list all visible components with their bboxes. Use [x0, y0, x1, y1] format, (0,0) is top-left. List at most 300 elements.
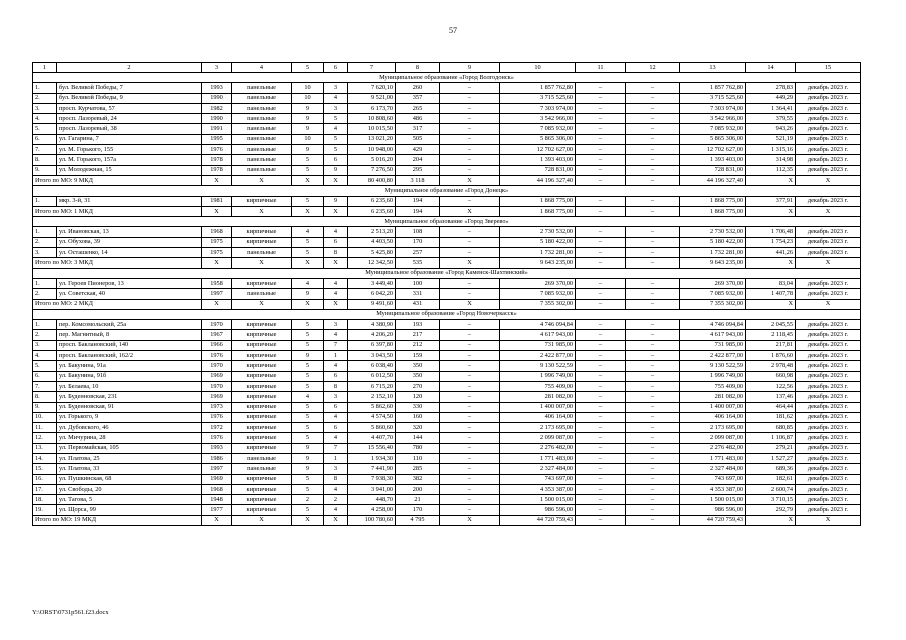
table-cell: –: [440, 330, 500, 340]
table-cell: декабрь 2023 г.: [796, 392, 861, 402]
total-label: Итого по МО: 2 МКД: [33, 299, 202, 309]
table-cell: 2 730 532,00: [500, 227, 576, 237]
table-cell: декабрь 2023 г.: [796, 464, 861, 474]
total-cell: 44 196 327,40: [500, 175, 576, 185]
table-cell: 6 038,40: [348, 361, 396, 371]
table-cell: 217,81: [746, 340, 796, 350]
total-cell: 9 643 235,00: [680, 258, 746, 268]
table-cell: –: [576, 145, 626, 155]
table-cell: 377,91: [746, 196, 796, 206]
total-cell: 535: [396, 258, 440, 268]
table-cell: 2 118,45: [746, 330, 796, 340]
table-cell: 9: [324, 196, 348, 206]
table-cell: 5: [292, 196, 324, 206]
table-cell: 4: [292, 278, 324, 288]
table-cell: –: [626, 412, 680, 422]
table-cell: –: [626, 278, 680, 288]
table-cell: –: [626, 83, 680, 93]
table-cell: –: [576, 227, 626, 237]
table-cell: кирпичные: [232, 340, 292, 350]
table-cell: 1.: [33, 196, 57, 206]
table-cell: кирпичные: [232, 402, 292, 412]
table-cell: –: [626, 114, 680, 124]
table-cell: 8.: [33, 392, 57, 402]
table-cell: декабрь 2023 г.: [796, 402, 861, 412]
total-cell: Х: [292, 206, 324, 216]
table-cell: просп. Курчатова, 57: [57, 103, 202, 113]
total-cell: Х: [440, 258, 500, 268]
table-cell: кирпичные: [232, 423, 292, 433]
table-cell: ул. Осташенко, 14: [57, 248, 202, 258]
table-cell: 5: [292, 340, 324, 350]
table-cell: декабрь 2023 г.: [796, 103, 861, 113]
table-cell: –: [440, 505, 500, 515]
table-cell: 2 327 484,00: [680, 464, 746, 474]
table-cell: 9: [292, 289, 324, 299]
table-cell: 15.: [33, 464, 57, 474]
table-cell: 780: [396, 443, 440, 453]
table-row: [33, 340, 861, 350]
table-cell: кирпичные: [232, 433, 292, 443]
table-cell: 1967: [202, 330, 232, 340]
table-cell: 5 865 306,00: [500, 134, 576, 144]
total-cell: Х: [292, 299, 324, 309]
table-cell: ул. Свободы, 20: [57, 484, 202, 494]
table-cell: 1 393 403,00: [500, 155, 576, 165]
total-cell: 80 400,80: [348, 175, 396, 185]
total-cell: –: [626, 206, 680, 216]
table-cell: –: [626, 248, 680, 258]
table-cell: 4 574,50: [348, 412, 396, 422]
column-number-header: 1: [33, 63, 57, 73]
table-cell: 10.: [33, 412, 57, 422]
table-cell: 2 173 695,00: [500, 423, 576, 433]
table-cell: 8: [324, 381, 348, 391]
table-cell: 2.: [33, 330, 57, 340]
table-cell: 5: [292, 237, 324, 247]
table-cell: 1 754,23: [746, 237, 796, 247]
table-cell: 1972: [202, 423, 232, 433]
table-cell: пер. Магнитный, 8: [57, 330, 202, 340]
table-cell: 1976: [202, 412, 232, 422]
table-cell: 1990: [202, 93, 232, 103]
table-cell: 320: [396, 423, 440, 433]
total-cell: –: [576, 206, 626, 216]
table-cell: декабрь 2023 г.: [796, 495, 861, 505]
table-cell: 406 164,00: [500, 412, 576, 422]
total-cell: Х: [324, 258, 348, 268]
table-cell: 2 276 482,00: [500, 443, 576, 453]
table-cell: 3.: [33, 248, 57, 258]
table-cell: ул. М. Горького, 157а: [57, 155, 202, 165]
table-cell: кирпичные: [232, 320, 292, 330]
table-cell: ул. М. Горького, 155: [57, 145, 202, 155]
table-cell: –: [626, 165, 680, 175]
table-cell: –: [576, 412, 626, 422]
total-cell: Х: [796, 299, 861, 309]
table-cell: –: [626, 474, 680, 484]
table-cell: кирпичные: [232, 237, 292, 247]
table-cell: 5: [292, 505, 324, 515]
table-row: [33, 495, 861, 505]
table-cell: 4: [324, 505, 348, 515]
table-cell: 1 732 281,00: [500, 248, 576, 258]
table-row: [33, 433, 861, 443]
table-row: [33, 402, 861, 412]
table-cell: 14.: [33, 453, 57, 463]
table-cell: 7 085 932,00: [680, 124, 746, 134]
table-cell: 1969: [202, 474, 232, 484]
table-row: [33, 237, 861, 247]
table-cell: декабрь 2023 г.: [796, 371, 861, 381]
table-cell: декабрь 2023 г.: [796, 114, 861, 124]
table-cell: –: [626, 392, 680, 402]
table-cell: кирпичные: [232, 474, 292, 484]
table-cell: 5 425,80: [348, 248, 396, 258]
table-cell: ул. Дубовского, 46: [57, 423, 202, 433]
table-cell: –: [576, 93, 626, 103]
table-cell: кирпичные: [232, 505, 292, 515]
table-cell: 4: [324, 412, 348, 422]
total-label: Итого по МО: 19 МКД: [33, 515, 202, 525]
table-cell: декабрь 2023 г.: [796, 443, 861, 453]
table-cell: 260: [396, 83, 440, 93]
table-cell: панельные: [232, 124, 292, 134]
table-cell: –: [626, 381, 680, 391]
table-cell: 986 596,00: [680, 505, 746, 515]
table-cell: 6 397,80: [348, 340, 396, 350]
table-row: [33, 134, 861, 144]
column-number-header: 15: [796, 63, 861, 73]
table-cell: ул. Первомайская, 105: [57, 443, 202, 453]
table-cell: 755 409,00: [500, 381, 576, 391]
table-cell: 100: [396, 278, 440, 288]
table-row: [33, 464, 861, 474]
total-cell: 6 235,60: [348, 206, 396, 216]
table-cell: –: [440, 320, 500, 330]
table-cell: 6: [324, 237, 348, 247]
total-cell: Х: [202, 175, 232, 185]
table-row: [33, 124, 861, 134]
table-cell: 3 043,50: [348, 351, 396, 361]
table-cell: 5: [292, 423, 324, 433]
table-cell: –: [576, 505, 626, 515]
table-cell: панельные: [232, 114, 292, 124]
table-cell: кирпичные: [232, 371, 292, 381]
table-cell: 6 235,60: [348, 196, 396, 206]
total-cell: Х: [232, 258, 292, 268]
table-cell: –: [626, 443, 680, 453]
table-cell: ул. Бакунина, 91а: [57, 361, 202, 371]
table-cell: кирпичные: [232, 443, 292, 453]
table-cell: декабрь 2023 г.: [796, 196, 861, 206]
table-cell: –: [626, 495, 680, 505]
column-number-header: 6: [324, 63, 348, 73]
table-cell: 680,85: [746, 423, 796, 433]
table-cell: 4 353 387,00: [680, 484, 746, 494]
table-cell: 144: [396, 433, 440, 443]
table-row: [33, 93, 861, 103]
table-cell: –: [576, 155, 626, 165]
table-cell: декабрь 2023 г.: [796, 320, 861, 330]
table-cell: кирпичные: [232, 484, 292, 494]
table-cell: –: [576, 371, 626, 381]
table-cell: 108: [396, 227, 440, 237]
table-cell: 110: [396, 453, 440, 463]
table-cell: 7 085 932,00: [500, 124, 576, 134]
table-row: [33, 392, 861, 402]
total-cell: –: [626, 299, 680, 309]
table-cell: 4: [324, 484, 348, 494]
table-cell: 1966: [202, 340, 232, 350]
municipality-section-row: [33, 268, 861, 278]
total-cell: Х: [202, 299, 232, 309]
table-row: [33, 278, 861, 288]
table-cell: 2.: [33, 289, 57, 299]
table-cell: 350: [396, 371, 440, 381]
table-cell: декабрь 2023 г.: [796, 505, 861, 515]
table-cell: 7.: [33, 145, 57, 155]
table-cell: 314,98: [746, 155, 796, 165]
table-cell: –: [440, 484, 500, 494]
table-cell: 281 082,00: [680, 392, 746, 402]
table-cell: –: [626, 227, 680, 237]
table-cell: 4 617 943,00: [500, 330, 576, 340]
table-cell: 1 771 483,00: [500, 453, 576, 463]
table-cell: –: [626, 402, 680, 412]
table-cell: 7: [324, 340, 348, 350]
table-cell: 9: [292, 114, 324, 124]
table-cell: –: [626, 433, 680, 443]
table-cell: 6.: [33, 371, 57, 381]
total-cell: Х: [292, 515, 324, 525]
table-cell: 1 400 007,00: [500, 402, 576, 412]
table-row: [33, 155, 861, 165]
table-cell: 8: [324, 474, 348, 484]
table-cell: панельные: [232, 165, 292, 175]
table-cell: 1.: [33, 227, 57, 237]
table-cell: 17.: [33, 484, 57, 494]
total-cell: Х: [292, 175, 324, 185]
table-cell: –: [576, 196, 626, 206]
table-cell: бул. Великой Победы, 7: [57, 83, 202, 93]
table-cell: –: [576, 361, 626, 371]
table-cell: 6: [324, 402, 348, 412]
table-cell: 1976: [202, 433, 232, 443]
table-cell: –: [626, 237, 680, 247]
table-cell: 1978: [202, 155, 232, 165]
table-cell: 9: [292, 145, 324, 155]
table-cell: 6 173,70: [348, 103, 396, 113]
table-cell: ул. Бакунина, 91б: [57, 371, 202, 381]
table-cell: 3 715 525,60: [500, 93, 576, 103]
table-cell: декабрь 2023 г.: [796, 484, 861, 494]
table-cell: 2 099 087,00: [500, 433, 576, 443]
table-cell: 1 407,78: [746, 289, 796, 299]
table-cell: –: [576, 134, 626, 144]
column-number-header: 12: [626, 63, 680, 73]
table-cell: 2 152,10: [348, 392, 396, 402]
table-cell: 4: [324, 330, 348, 340]
table-cell: декабрь 2023 г.: [796, 124, 861, 134]
column-number-row: [33, 63, 861, 73]
table-cell: 9.: [33, 165, 57, 175]
table-cell: –: [576, 103, 626, 113]
table-row: [33, 484, 861, 494]
table-cell: –: [576, 114, 626, 124]
table-cell: 10: [292, 93, 324, 103]
table-cell: –: [440, 237, 500, 247]
table-cell: 5 865 306,00: [680, 134, 746, 144]
column-number-header: 10: [500, 63, 576, 73]
total-cell: 4 795: [396, 515, 440, 525]
table-cell: 4: [324, 361, 348, 371]
section-total-row: [33, 175, 861, 185]
table-cell: 7 303 974,00: [500, 103, 576, 113]
section-total-row: [33, 258, 861, 268]
table-cell: 13 021,20: [348, 134, 396, 144]
total-cell: Х: [202, 515, 232, 525]
municipality-section-row: [33, 186, 861, 196]
table-cell: 10: [292, 134, 324, 144]
total-cell: Х: [746, 299, 796, 309]
table-row: [33, 196, 861, 206]
table-cell: ул. Героев Пионеров, 13: [57, 278, 202, 288]
table-cell: 2: [292, 495, 324, 505]
table-cell: –: [576, 340, 626, 350]
table-cell: 217: [396, 330, 440, 340]
table-cell: 16.: [33, 474, 57, 484]
table-cell: –: [576, 165, 626, 175]
table-cell: –: [626, 371, 680, 381]
table-cell: декабрь 2023 г.: [796, 165, 861, 175]
table-cell: 83,04: [746, 278, 796, 288]
table-cell: кирпичные: [232, 196, 292, 206]
table-cell: 181,62: [746, 412, 796, 422]
table-cell: 19.: [33, 505, 57, 515]
table-cell: 265: [396, 103, 440, 113]
table-cell: –: [440, 464, 500, 474]
municipality-title: Муниципальное образование «Город Новочеркасск»: [33, 309, 861, 319]
table-cell: 9: [292, 103, 324, 113]
table-cell: кирпичные: [232, 381, 292, 391]
table-row: [33, 351, 861, 361]
total-cell: 1 868 775,00: [680, 206, 746, 216]
table-cell: 2: [324, 495, 348, 505]
table-cell: 295: [396, 165, 440, 175]
table-cell: ул. Белаева, 10: [57, 381, 202, 391]
total-cell: 100 780,60: [348, 515, 396, 525]
table-cell: 2 327 484,00: [500, 464, 576, 474]
total-label: Итого по МО: 3 МКД: [33, 258, 202, 268]
table-body: [33, 73, 861, 526]
table-cell: 5: [292, 484, 324, 494]
table-cell: 200: [396, 484, 440, 494]
table-cell: –: [440, 134, 500, 144]
table-cell: 4: [324, 433, 348, 443]
table-cell: 3 710,15: [746, 495, 796, 505]
table-cell: мкр. 3-й, 31: [57, 196, 202, 206]
total-cell: Х: [324, 206, 348, 216]
table-cell: 1982: [202, 103, 232, 113]
table-row: [33, 412, 861, 422]
total-cell: –: [626, 258, 680, 268]
table-cell: 449,29: [746, 93, 796, 103]
table-cell: декабрь 2023 г.: [796, 93, 861, 103]
table-cell: 182,61: [746, 474, 796, 484]
table-cell: 9.: [33, 402, 57, 412]
column-number-header: 7: [348, 63, 396, 73]
table-cell: –: [440, 248, 500, 258]
total-cell: Х: [440, 299, 500, 309]
table-cell: 357: [396, 93, 440, 103]
table-cell: –: [626, 361, 680, 371]
table-cell: кирпичные: [232, 392, 292, 402]
table-cell: 486: [396, 114, 440, 124]
table-cell: 1968: [202, 484, 232, 494]
table-cell: –: [626, 330, 680, 340]
table-cell: –: [576, 124, 626, 134]
table-cell: –: [440, 114, 500, 124]
total-cell: 9 643 235,00: [500, 258, 576, 268]
table-cell: 505: [396, 134, 440, 144]
table-cell: 7 085 932,00: [500, 289, 576, 299]
page-number: 57: [449, 26, 457, 35]
table-cell: декабрь 2023 г.: [796, 227, 861, 237]
table-cell: 4 746 094,84: [680, 320, 746, 330]
table-row: [33, 248, 861, 258]
table-cell: 1970: [202, 361, 232, 371]
table-cell: панельные: [232, 464, 292, 474]
table-cell: 1993: [202, 83, 232, 93]
table-cell: 689,36: [746, 464, 796, 474]
table-cell: просп. Лазоревый, 38: [57, 124, 202, 134]
table-cell: –: [576, 474, 626, 484]
table-cell: 7 441,90: [348, 464, 396, 474]
table-cell: 448,70: [348, 495, 396, 505]
table-cell: ул. Молодежная, 15: [57, 165, 202, 175]
column-number-header: 11: [576, 63, 626, 73]
table-cell: –: [626, 289, 680, 299]
table-cell: –: [440, 124, 500, 134]
table-cell: 5: [324, 145, 348, 155]
table-cell: 1.: [33, 278, 57, 288]
total-cell: –: [576, 299, 626, 309]
table-cell: 943,26: [746, 124, 796, 134]
table-cell: –: [440, 196, 500, 206]
total-cell: 1 868 775,00: [500, 206, 576, 216]
table-cell: просп. Баклановский, 140: [57, 340, 202, 350]
table-cell: 170: [396, 505, 440, 515]
table-cell: 5: [292, 330, 324, 340]
table-cell: –: [576, 289, 626, 299]
table-row: [33, 320, 861, 330]
table-row: [33, 423, 861, 433]
table-cell: –: [626, 464, 680, 474]
table-cell: 3 941,00: [348, 484, 396, 494]
table-cell: 2 422 877,00: [680, 351, 746, 361]
table-cell: 3 542 966,00: [500, 114, 576, 124]
table-cell: 1975: [202, 248, 232, 258]
table-cell: 279,21: [746, 443, 796, 453]
total-cell: 12 342,50: [348, 258, 396, 268]
total-cell: 7 355 302,00: [680, 299, 746, 309]
table-cell: 257: [396, 248, 440, 258]
total-cell: –: [576, 258, 626, 268]
table-cell: 1 732 281,00: [680, 248, 746, 258]
table-cell: 1970: [202, 381, 232, 391]
table-cell: 7 303 974,00: [680, 103, 746, 113]
